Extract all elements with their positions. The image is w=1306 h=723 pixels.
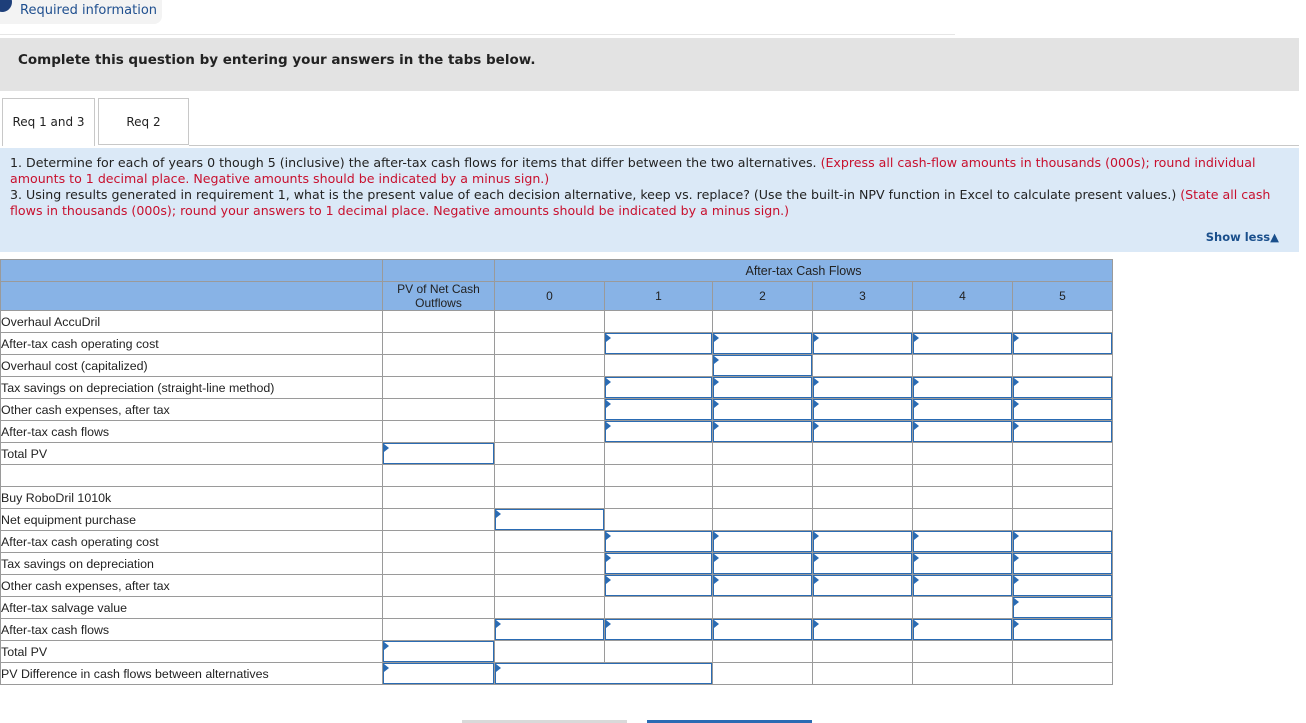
cell-input[interactable]: [605, 399, 712, 420]
cell-input[interactable]: [813, 531, 912, 552]
cell-input[interactable]: [1013, 421, 1112, 442]
cell-input[interactable]: [383, 641, 494, 662]
cell-input[interactable]: [383, 663, 494, 684]
cell-input[interactable]: [713, 377, 812, 398]
cell-input[interactable]: [605, 619, 712, 640]
instruction-text: Complete this question by entering your answers in the tabs below.: [18, 52, 536, 68]
table-row: [1, 641, 1113, 663]
table-row: [1, 399, 1113, 421]
table-row: [1, 619, 1113, 641]
cell-input[interactable]: [1013, 619, 1112, 640]
question-1-instructions: (Express all cash-flow amounts in thousands (000s); round individual amounts to 1 decimal place. Negative amounts should be indicated by a minus sign.): [10, 155, 1256, 186]
cell-input[interactable]: [913, 575, 1012, 596]
cell-input[interactable]: [813, 333, 912, 354]
cash-flow-table: [0, 259, 1113, 685]
cell-input[interactable]: [605, 377, 712, 398]
cell-input[interactable]: [495, 509, 604, 530]
tab-divider: [189, 145, 1299, 146]
cell-input[interactable]: [913, 377, 1012, 398]
cell-input[interactable]: [383, 443, 494, 464]
row-label: Tax savings on depreciation: [1, 553, 383, 575]
row-label: Overhaul cost (capitalized): [1, 355, 383, 377]
required-information-tab[interactable]: [0, 0, 162, 24]
cell-input[interactable]: [813, 377, 912, 398]
row-label: Net equipment purchase: [1, 509, 383, 531]
row-label: PV Difference in cash flows between alternatives: [1, 663, 383, 685]
question-part-3: [10, 187, 1289, 219]
table-row: [1, 333, 1113, 355]
cell-input[interactable]: [605, 421, 712, 442]
question-3-instructions: (State all cash flows in thousands (000s); round your answers to 1 decimal place. Negative amounts should be indicated by a minus sign.): [10, 187, 1271, 218]
cell-input[interactable]: [1013, 553, 1112, 574]
cell-input[interactable]: [495, 663, 712, 684]
show-less-link[interactable]: Show less▲: [1205, 230, 1279, 244]
table-row: [1, 575, 1113, 597]
cell-input[interactable]: [495, 619, 604, 640]
cell-input[interactable]: [713, 399, 812, 420]
cell-input[interactable]: [605, 553, 712, 574]
info-icon: [0, 0, 12, 12]
required-information-label: Required information: [20, 3, 158, 18]
row-label: After-tax salvage value: [1, 597, 383, 619]
question-3-text: 3. Using results generated in requirement 1, what is the present value of each decision alternative, keep vs. replace? (Use the built-in NPV function in Excel to calculate present values.): [10, 187, 1181, 202]
cell-input[interactable]: [913, 421, 1012, 442]
tab-req-2[interactable]: Req 2: [98, 98, 189, 145]
cell-input[interactable]: [605, 531, 712, 552]
row-label: Buy RoboDril 1010k: [1, 487, 383, 509]
row-label: After-tax cash operating cost: [1, 531, 383, 553]
cell-input[interactable]: [1013, 597, 1112, 618]
row-label: After-tax cash operating cost: [1, 333, 383, 355]
cell-input[interactable]: [1013, 399, 1112, 420]
year-header: 4: [913, 282, 1013, 311]
row-label: Other cash expenses, after tax: [1, 399, 383, 421]
table-row: [1, 531, 1113, 553]
cell-input[interactable]: [605, 333, 712, 354]
table-row: [1, 487, 1113, 509]
header-blank: [1, 260, 383, 282]
year-header: 1: [605, 282, 713, 311]
table-row: [1, 509, 1113, 531]
cell-input[interactable]: [605, 575, 712, 596]
cell-input[interactable]: [913, 399, 1012, 420]
year-header: 3: [813, 282, 913, 311]
row-label: Total PV: [1, 641, 383, 663]
table-row: [1, 421, 1113, 443]
question-1-text: 1. Determine for each of years 0 though 5 (inclusive) the after-tax cash flows for items that differ between the two alternatives.: [10, 155, 821, 170]
table-row: [1, 553, 1113, 575]
row-label: After-tax cash flows: [1, 619, 383, 641]
cell-input[interactable]: [713, 421, 812, 442]
year-header: 0: [495, 282, 605, 311]
table-row: [1, 355, 1113, 377]
cell-input[interactable]: [1013, 377, 1112, 398]
year-header: 2: [713, 282, 813, 311]
cell-input[interactable]: [1013, 531, 1112, 552]
row-label: After-tax cash flows: [1, 421, 383, 443]
header-divider: [0, 34, 955, 35]
table-row: [1, 597, 1113, 619]
table-row: [1, 377, 1113, 399]
row-label: Total PV: [1, 443, 383, 465]
cell-input[interactable]: [913, 333, 1012, 354]
cell-input[interactable]: [1013, 575, 1112, 596]
row-label: Tax savings on depreciation (straight-line method): [1, 377, 383, 399]
question-part-1: [10, 155, 1289, 187]
table-row: [1, 443, 1113, 465]
table-row: [1, 311, 1113, 333]
table-row: [1, 465, 1113, 487]
cell-input[interactable]: [713, 553, 812, 574]
cell-input[interactable]: [813, 575, 912, 596]
cell-input[interactable]: [913, 553, 1012, 574]
header-blank: [1, 282, 383, 311]
cell-input[interactable]: [713, 619, 812, 640]
row-label: Overhaul AccuDril: [1, 311, 383, 333]
cell-input[interactable]: [913, 531, 1012, 552]
cell-input[interactable]: [813, 619, 912, 640]
cell-input[interactable]: [913, 619, 1012, 640]
cell-input[interactable]: [813, 399, 912, 420]
row-label: Other cash expenses, after tax: [1, 575, 383, 597]
cell-input[interactable]: [713, 531, 812, 552]
cell-input[interactable]: [713, 575, 812, 596]
after-tax-cash-flows-header: After-tax Cash Flows: [495, 260, 1113, 282]
instruction-banner: [0, 38, 1299, 91]
table-row: [1, 663, 1113, 685]
tab-req-1-and-3[interactable]: Req 1 and 3: [2, 98, 95, 146]
cell-input[interactable]: [813, 421, 912, 442]
cell-input[interactable]: [1013, 333, 1112, 354]
year-header: 5: [1013, 282, 1113, 311]
cell-input[interactable]: [813, 553, 912, 574]
header-blank: [383, 260, 495, 282]
cell-input[interactable]: [713, 355, 812, 376]
cell-input[interactable]: [713, 333, 812, 354]
pv-header: PV of Net Cash Outflows: [383, 282, 495, 311]
question-panel: [0, 148, 1299, 252]
